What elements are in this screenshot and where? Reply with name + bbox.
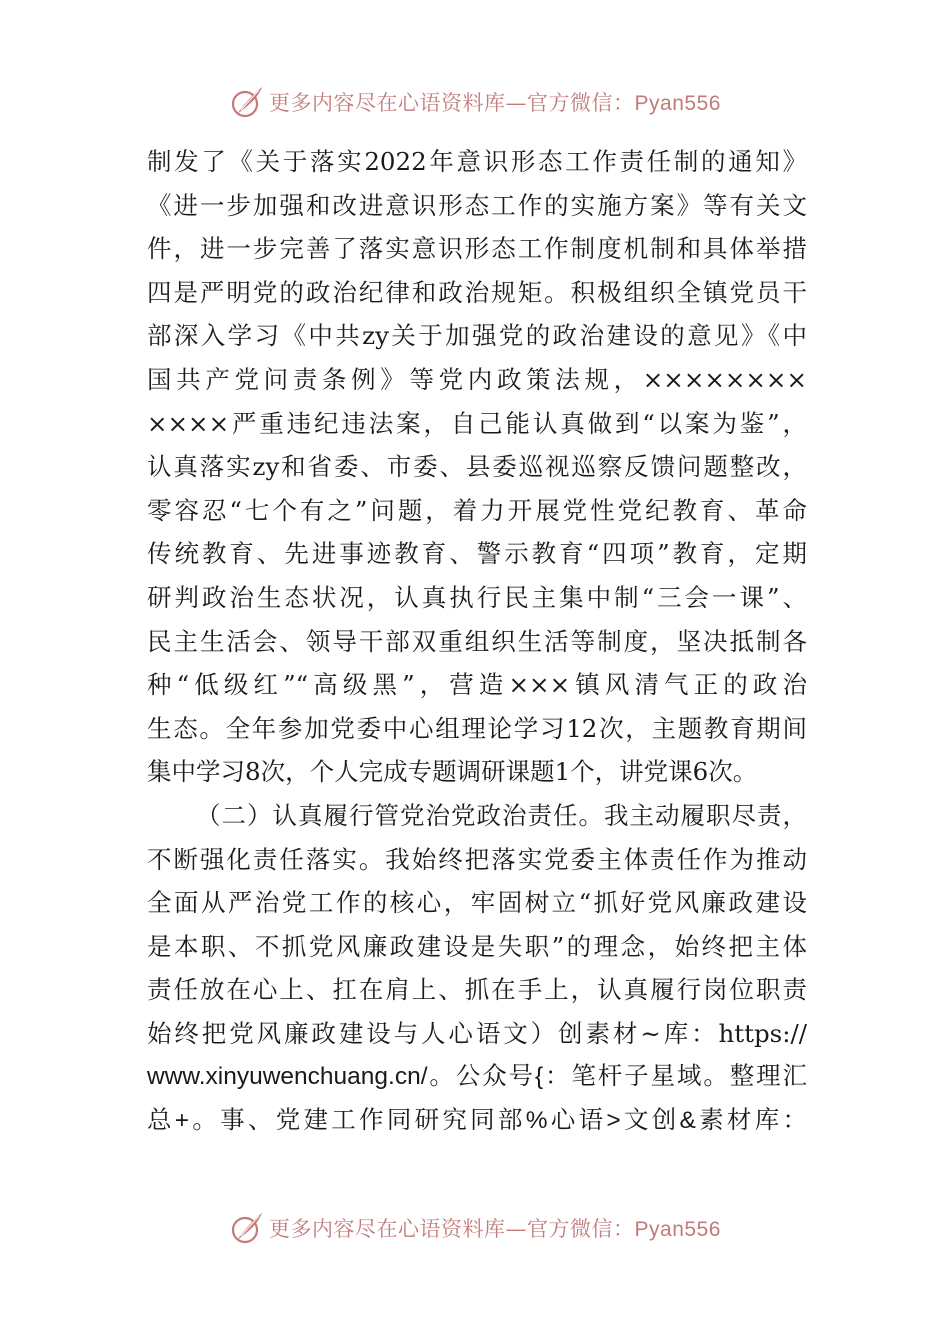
footer-watermark — [0, 1208, 950, 1248]
body-line-17: 不断强化责任落实。我始终把落实党委主体责任作为推动 — [147, 844, 807, 874]
body-line-10: 传统教育、先进事迹教育、警示教育“四项”教育，定期 — [147, 539, 807, 569]
body-line-2: 《进一步加强和改进意识形态工作的实施方案》等有关文 — [147, 190, 807, 220]
body-line-18: 全面从严治党工作的核心，牢固树立“抓好党风廉政建设 — [147, 888, 807, 918]
body-line-22: www.xinyuwenchuang.cn/。公众号{：笔杆子星域。整理汇 — [147, 1063, 807, 1091]
body-line-20: 责任放在心上、扛在肩上、抓在手上，认真履行岗位职责 — [147, 975, 807, 1005]
body-line-15: 集中学习8次，个人完成专题调研课题1个，讲党课6次。 — [147, 757, 758, 787]
body-line-11: 研判政治生态状况，认真执行民主集中制“三会一课”、 — [147, 582, 807, 612]
body-line-4: 四是严明党的政治纪律和政治规矩。积极组织全镇党员干 — [147, 277, 807, 307]
header-brand-text: 更多内容尽在心语资料库—官方微信：Pyan556 — [269, 91, 721, 115]
header-watermark — [0, 82, 950, 122]
footer-brand-text: 更多内容尽在心语资料库—官方微信：Pyan556 — [269, 1217, 721, 1241]
body-line-8: 认真落实zy和省委、市委、县委巡视巡察反馈问题整改， — [147, 452, 807, 482]
body-line-7: ××××严重违纪违法案，自己能认真做到“以案为鉴”， — [147, 408, 807, 438]
body-line-1: 制发了《关于落实2022年意识形态工作责任制的通知》 — [147, 147, 807, 176]
body-line-13: 种“低级红”“高级黑”，营造×××镇风清气正的政治 — [147, 670, 807, 700]
body-line-9: 零容忍“七个有之”问题，着力开展党性党纪教育、革命 — [147, 495, 807, 525]
body-line-12: 民主生活会、领导干部双重组织生活等制度，坚决抵制各 — [147, 626, 807, 656]
header-wechat-id: Pyan556 — [634, 92, 721, 115]
footer-wechat-id: Pyan556 — [634, 1218, 721, 1241]
quill-pen-circle-icon — [229, 1210, 265, 1246]
body-line-6: 国共产党问责条例》等党内政策法规，×××××××× — [147, 364, 807, 394]
body-line-19: 是本职、不抓党风廉政建设是失职”的理念，始终把主体 — [147, 931, 807, 961]
body-line-23: 总+。事、党建工作同研究同部%心语>文创&素材库： — [147, 1107, 807, 1135]
document-body — [147, 140, 807, 1143]
body-line-14: 生态。全年参加党委中心组理论学习12次，主题教育期间 — [147, 713, 807, 743]
body-line-21: 始终把党风廉政建设与人心语文）创素材~库：https:// — [147, 1018, 807, 1048]
section-heading-line: （二）认真履行管党治党政治责任。我主动履职尽责， — [196, 800, 807, 830]
body-line-5: 部深入学习《中共zy关于加强党的政治建设的意见》《中 — [147, 321, 807, 351]
quill-pen-circle-icon — [229, 84, 265, 120]
body-line-3: 件，进一步完善了落实意识形态工作制度机制和具体举措 — [147, 234, 807, 264]
